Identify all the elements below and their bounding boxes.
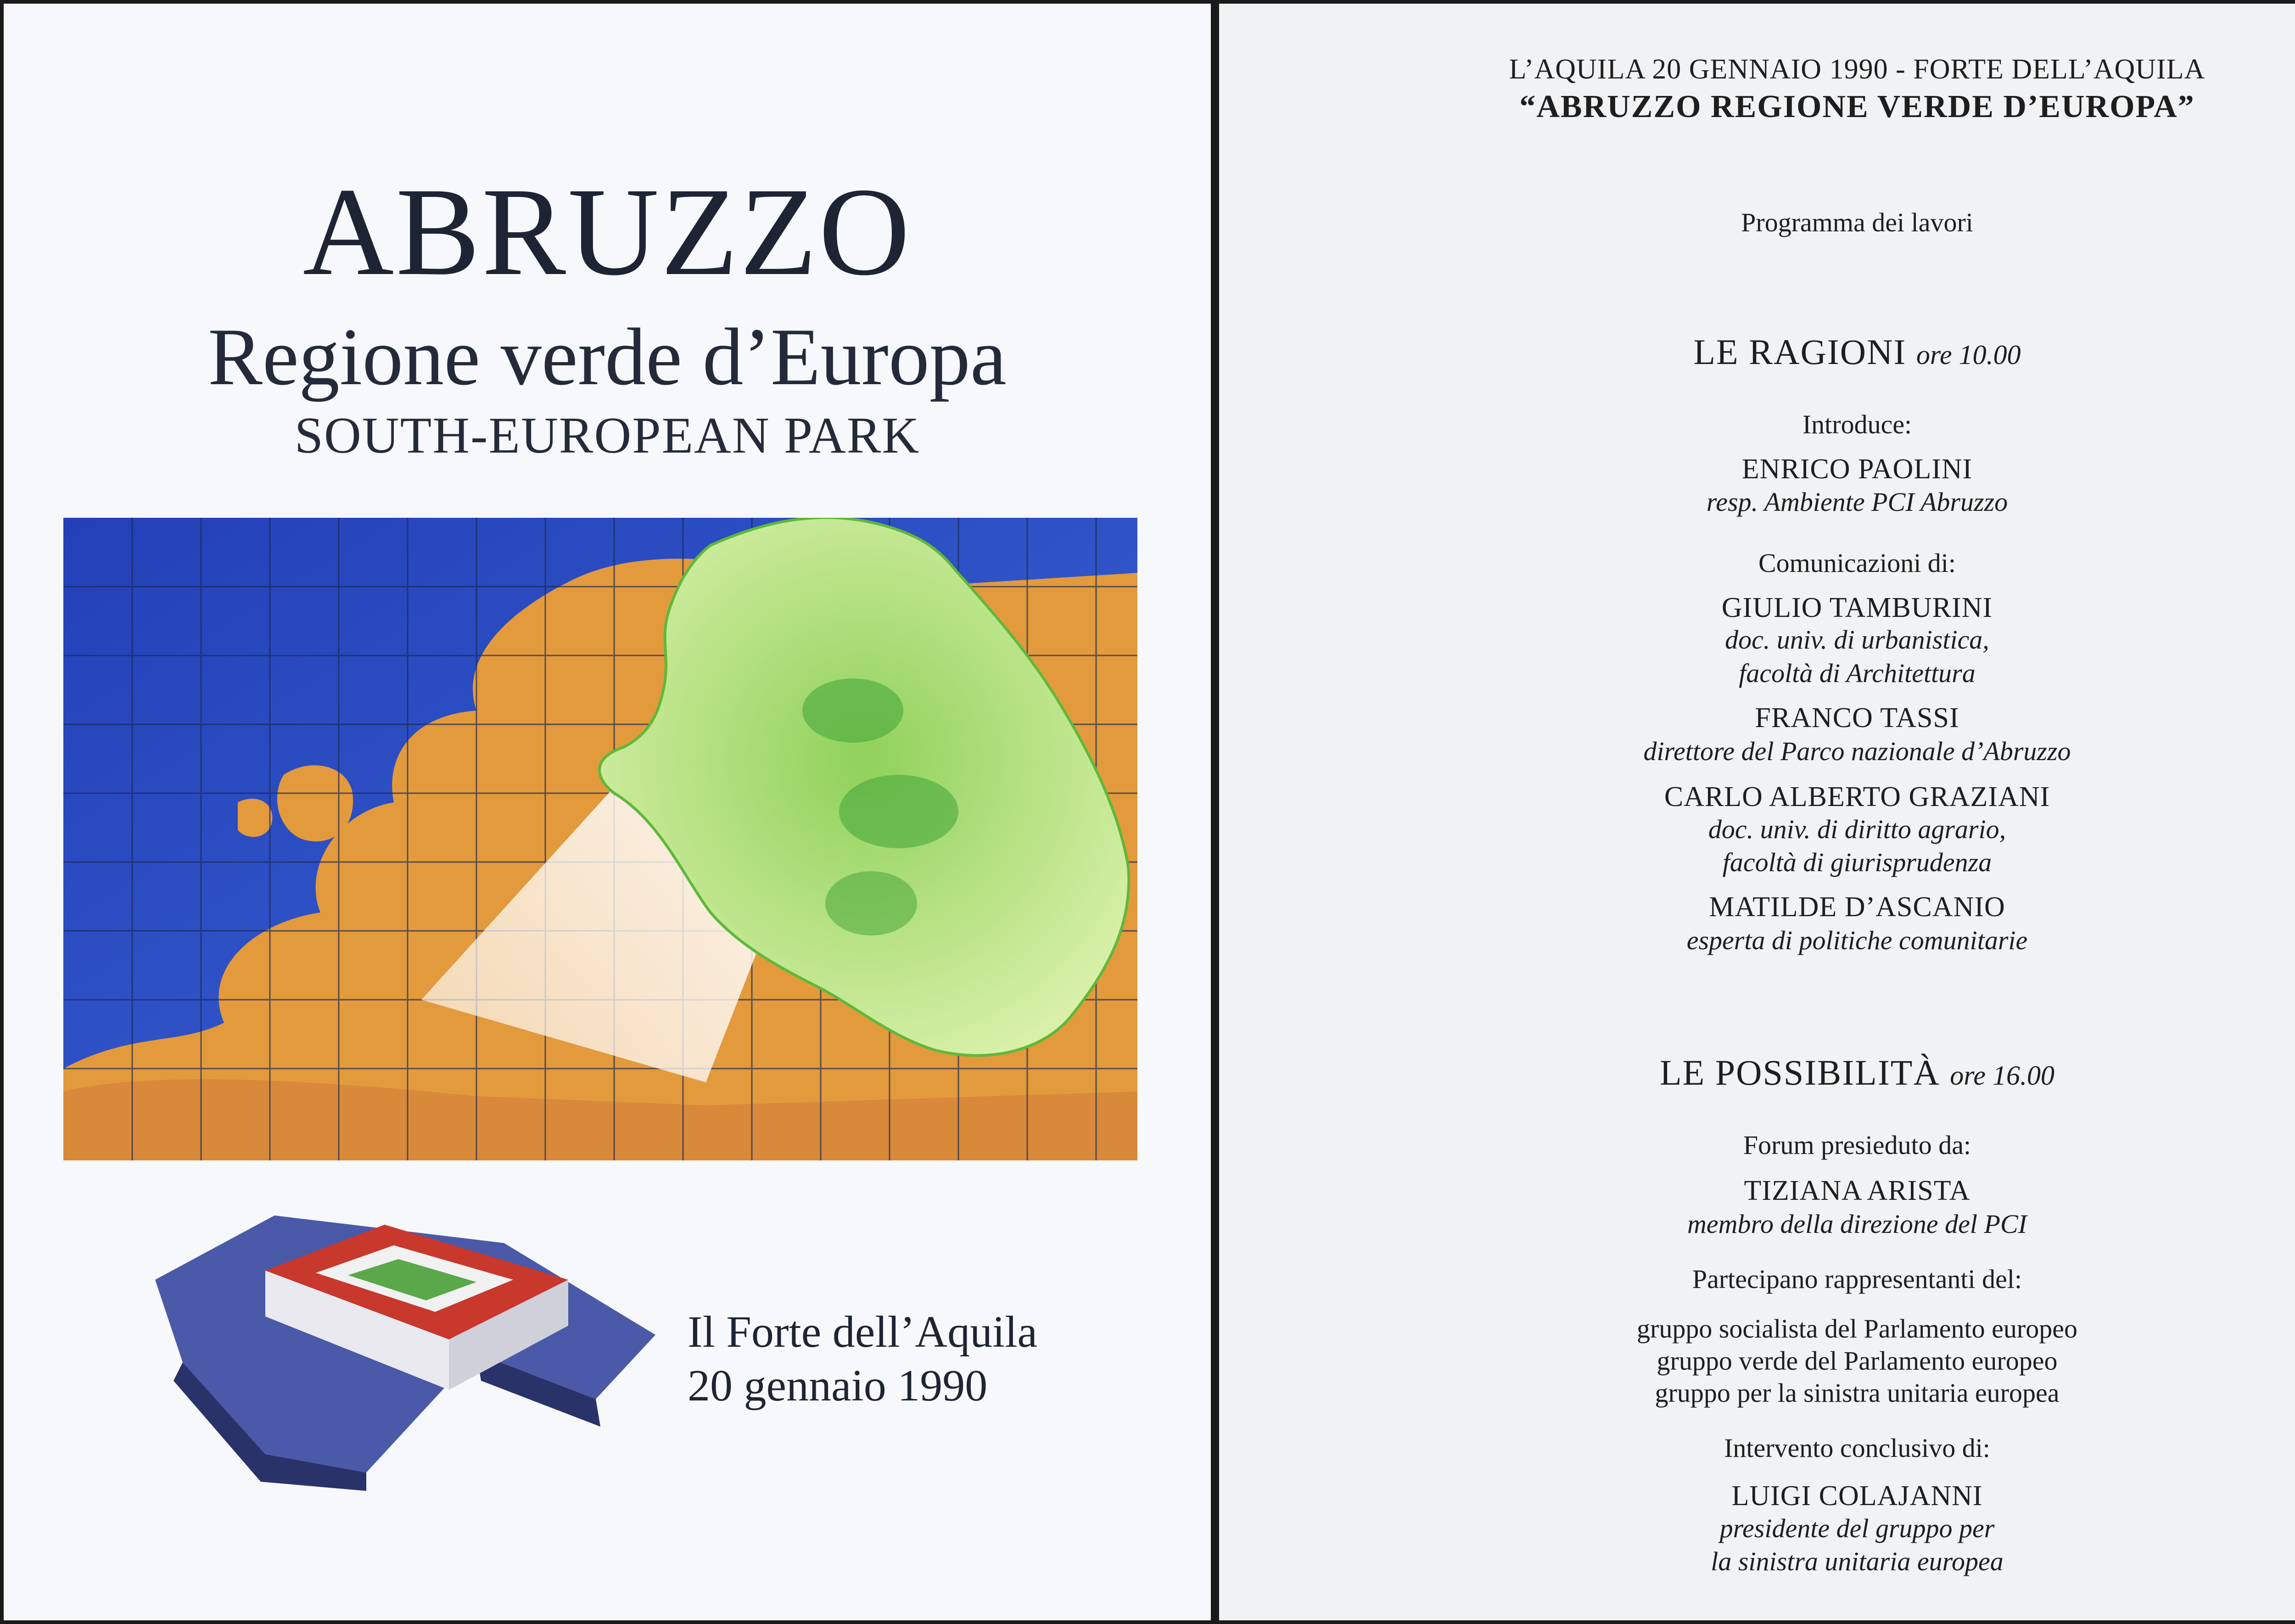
program-header-line2: “ABRUZZO REGIONE VERDE D’EUROPA” <box>1519 89 2195 124</box>
session1-heading <box>1219 334 2295 370</box>
comunicazioni-label: Comunicazioni di: <box>1758 548 1956 578</box>
group-item: gruppo socialista del Parlamento europeo <box>1637 1314 2077 1344</box>
closing-role: presidente del gruppo per <box>1719 1513 1995 1543</box>
partecipano-label: Partecipano rappresentanti del: <box>1692 1264 2022 1294</box>
closing-role: la sinistra unitaria europea <box>1711 1546 2004 1576</box>
cover-title: ABRUZZO <box>302 162 912 302</box>
europe-map-illustration <box>63 518 1151 1160</box>
introduce-label: Introduce: <box>1802 409 1912 439</box>
speaker-name: FRANCO TASSI <box>1755 702 1959 734</box>
speaker-role: doc. univ. di diritto agrario, <box>1708 814 2006 844</box>
group-item: gruppo per la sinistra unitaria europea <box>1655 1378 2060 1408</box>
program-header-line1: L’AQUILA 20 GENNAIO 1990 - FORTE DELL’AQUILA <box>1509 54 2205 85</box>
speaker-role: direttore del Parco nazionale d’Abruzzo <box>1643 736 2071 766</box>
speaker-role: facoltà di giurisprudenza <box>1722 847 1992 877</box>
group-item: gruppo verde del Parlamento europeo <box>1657 1346 2058 1376</box>
speaker-role: facoltà di Architettura <box>1739 658 1976 688</box>
cover-date: 20 gennaio 1990 <box>688 1361 988 1411</box>
closing-name: LUIGI COLAJANNI <box>1731 1480 1983 1512</box>
introducer-role: resp. Ambiente PCI Abruzzo <box>1706 487 2008 517</box>
speaker-role: esperta di politiche comunitarie <box>1686 925 2028 955</box>
cover-venue: Il Forte dell’Aquila <box>688 1307 1038 1357</box>
session2-time: ore 16.00 <box>1950 1060 2055 1091</box>
chair-name: TIZIANA ARISTA <box>1744 1175 1970 1206</box>
program-page <box>1219 4 2295 1620</box>
cover-subtitle-english: SOUTH-EUROPEAN PARK <box>294 407 920 464</box>
session1-title: LE RAGIONI <box>1693 332 1907 372</box>
introducer-name: ENRICO PAOLINI <box>1741 454 1973 485</box>
speaker-role: doc. univ. di urbanistica, <box>1725 625 1989 655</box>
speaker-name: GIULIO TAMBURINI <box>1721 592 1993 623</box>
session1-time: ore 10.00 <box>1916 340 2021 370</box>
fort-illustration <box>128 1142 678 1491</box>
intervento-label: Intervento conclusivo di: <box>1724 1433 1990 1463</box>
speaker-name: CARLO ALBERTO GRAZIANI <box>1664 781 2050 812</box>
program-heading: Programma dei lavori <box>1741 207 1973 237</box>
forum-label: Forum presieduto da: <box>1743 1130 1971 1160</box>
speaker-name: MATILDE D’ASCANIO <box>1709 891 2005 923</box>
cover-subtitle: Regione verde d’Europa <box>208 311 1007 402</box>
chair-role: membro della direzione del PCI <box>1687 1209 2027 1239</box>
session2-title: LE POSSIBILITÀ <box>1659 1053 1940 1092</box>
session2-heading <box>1219 1055 2295 1091</box>
cover-page <box>4 4 1211 1620</box>
